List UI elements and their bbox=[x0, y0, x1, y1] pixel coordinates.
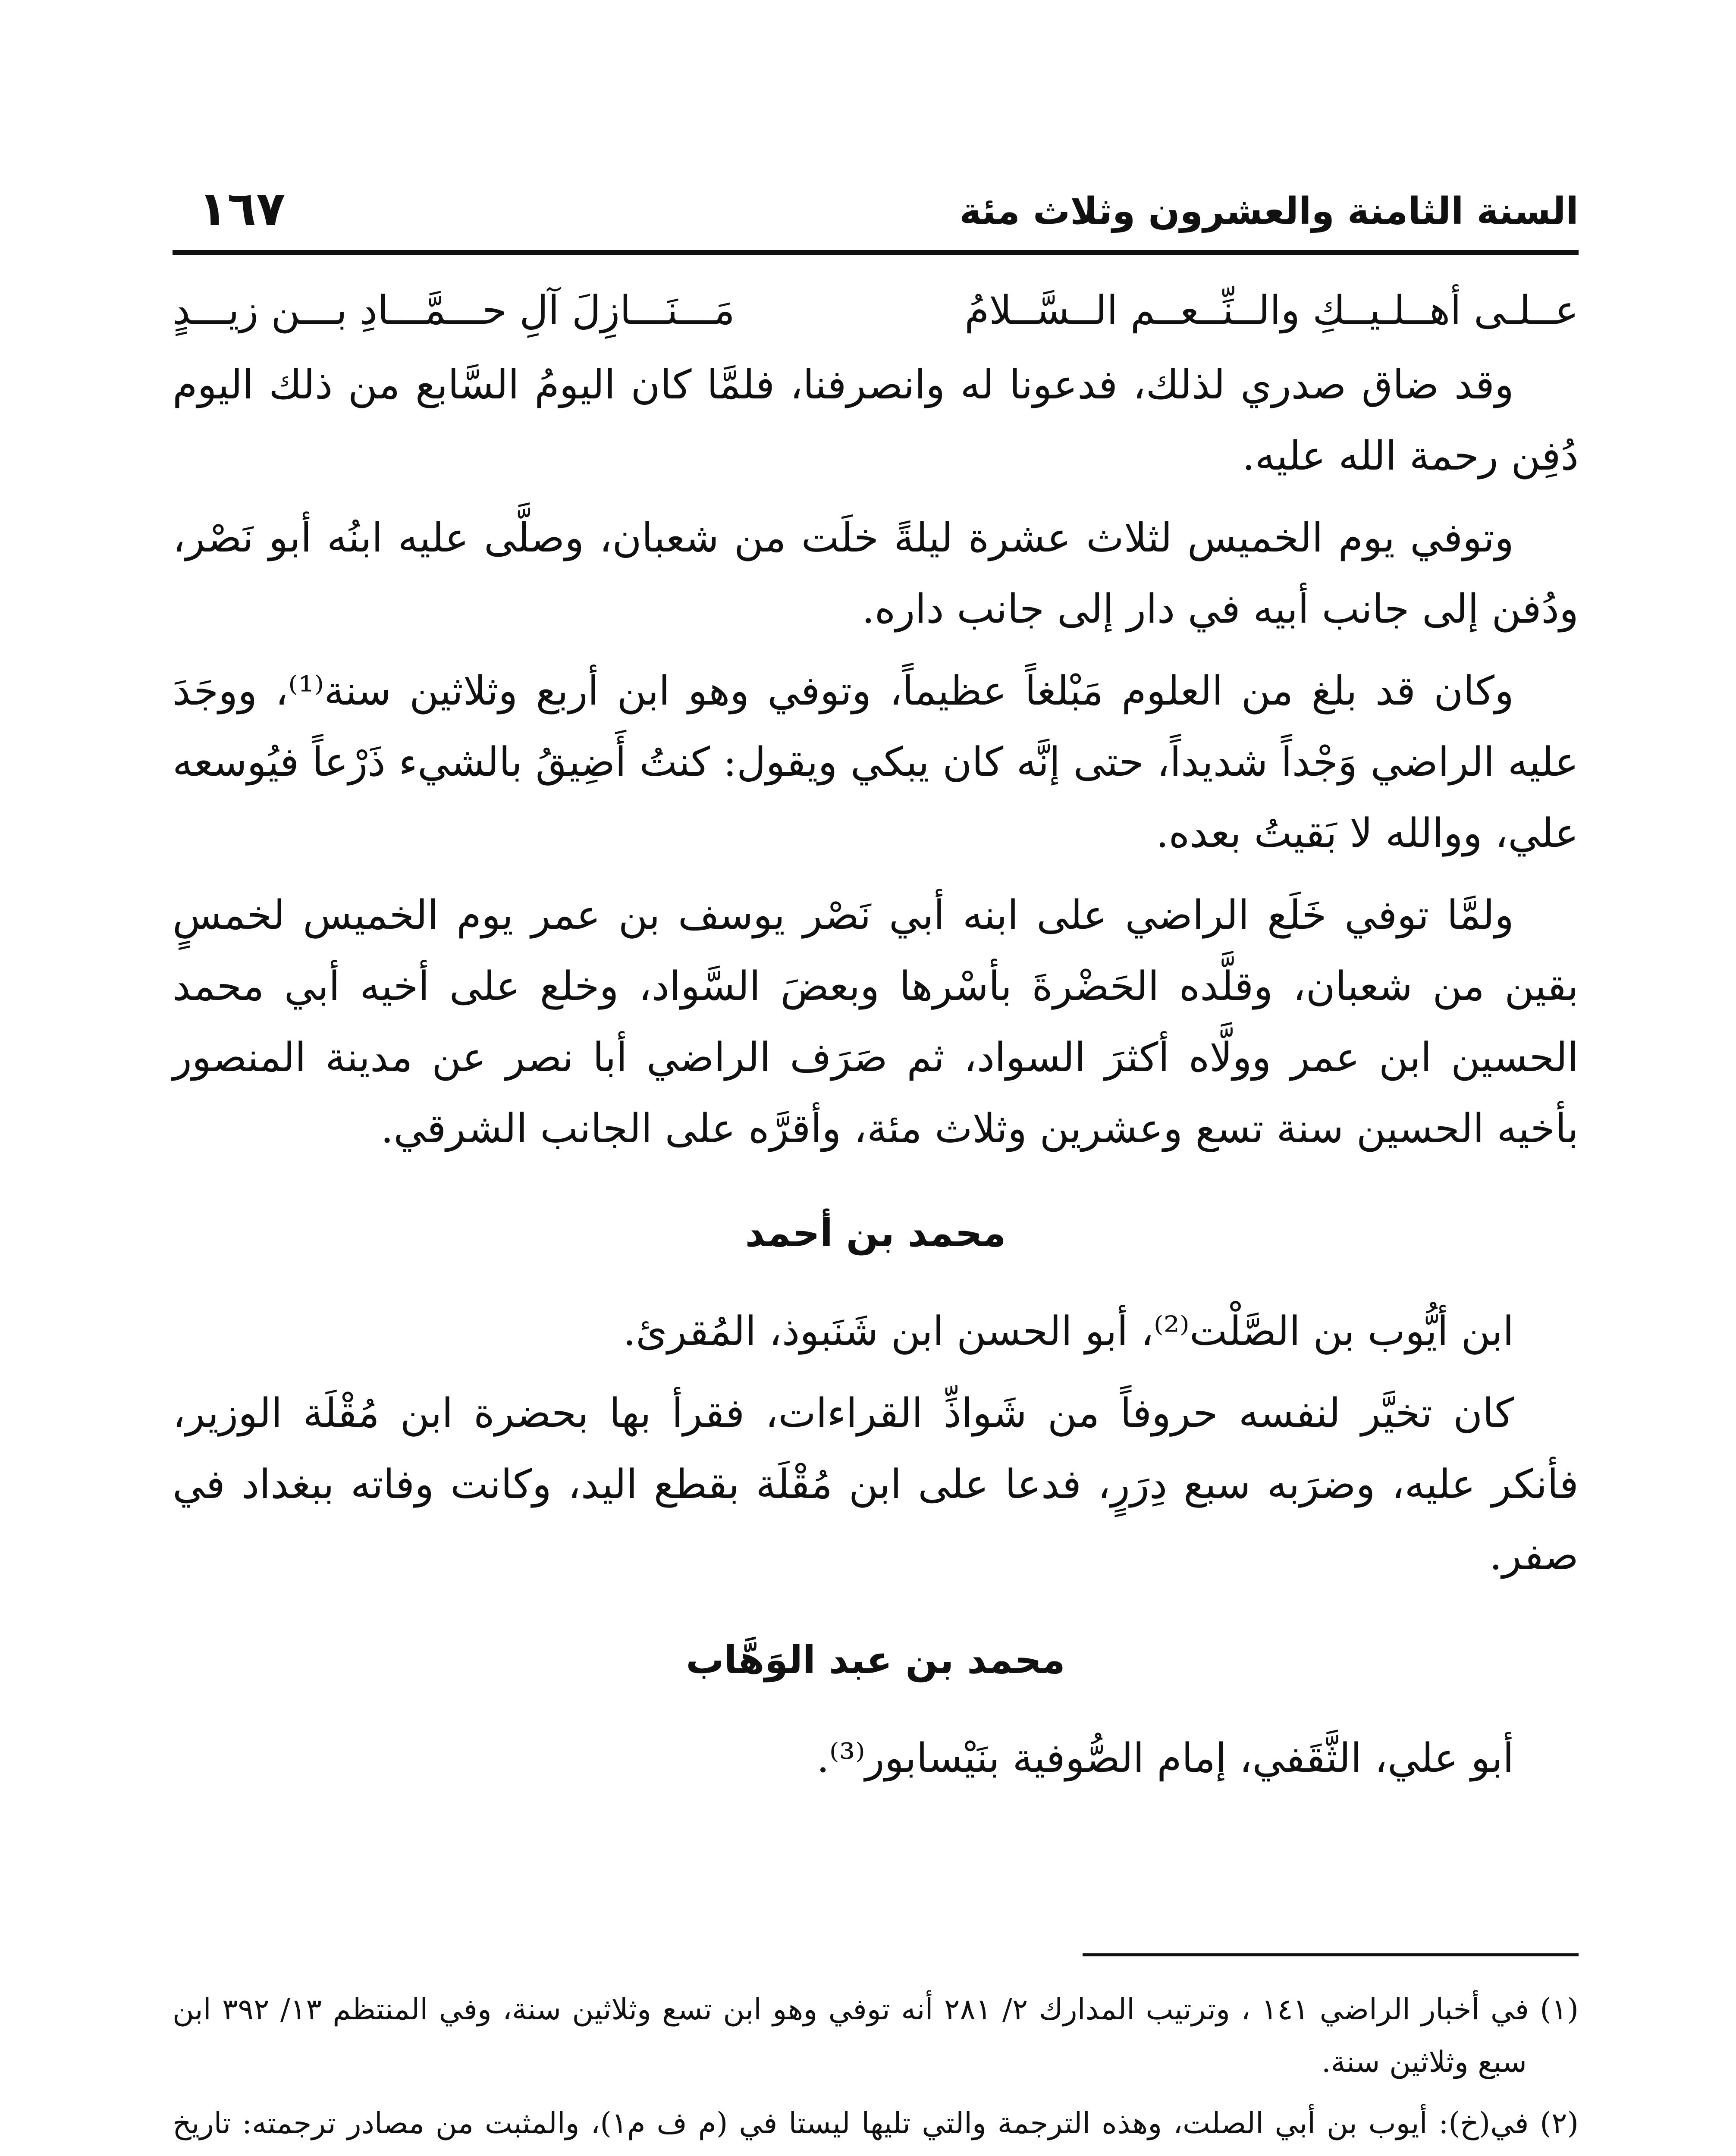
paragraph: ابن أيُّوب بن الصَّلْت⁽²⁾، أبو الحسن ابن شَنَبوذ، المُقرئ. bbox=[623, 1308, 1514, 1354]
page-number: ١٦٧ bbox=[198, 181, 286, 236]
paragraph: وكان قد بلغ من العلوم مَبْلغاً عظيماً، وتوفي وهو ابن أربع وثلاثين سنة⁽¹⁾، ووجَدَ عليه الراضي وَجْداً شديداً، حتى إنَّه كان يبكي ويقول: كنتُ أَضِيقُ بالشيء ذَرْعاً فيُوسعه علي، ووالله لا بَقيتُ بعده. bbox=[173, 667, 1579, 856]
paragraph: ولمَّا توفي خَلَع الراضي على ابنه أبي نَصْر يوسف بن عمر يوم الخميس لخمسٍ بقين من شعبان، وقلَّده الحَضْرةَ بأسْرها وبعضَ السَّواد، وخلع على أخيه أبي محمد الحسين ابن عمر وولَّاه أكثرَ السواد، ثم صَرَف الراضي أبا نصر عن مدينة المنصور بأخيه الحسين سنة تسع وعشرين وثلاث مئة، وأقرَّه على الجانب الشرقي. bbox=[173, 892, 1579, 1152]
paragraph: كان تخيَّر لنفسه حروفاً من شَواذِّ القراءات، فقرأ بها بحضرة ابن مُقْلَة الوزير، فأنكر عليه، وضرَبه سبع دِرَرٍ، فدعا على ابن مُقْلَة بقطع اليد، وكانت وفاته ببغداد في صفر. bbox=[173, 1390, 1579, 1579]
paragraph: وتوفي يوم الخميس لثلاث عشرة ليلةً خلَت من شعبان، وصلَّى عليه ابنُه أبو نَصْر، ودُفن إلى جانب أبيه في دار إلى جانب داره. bbox=[173, 514, 1579, 632]
section-heading: محمد بن أحمد bbox=[745, 1211, 1006, 1255]
verse-hemistich-right: عــلـى أهــلـيــكِ والــنِّــعــم الــسَّــلامُ bbox=[964, 287, 1579, 333]
main-text bbox=[173, 276, 1579, 1805]
section-heading: محمد بن عبد الوَهَّاب bbox=[686, 1638, 1065, 1682]
verse-hemistich-left: مَـــنَـــازِلَ آلِ حـــمَّـــادِ بـــن زيـــدٍ bbox=[173, 287, 735, 333]
footnote: (٢) في(خ): أيوب بن أبي الصلت، وهذه الترجمة والتي تليها ليستا في (م ف م١)، والمثبت من مصادر ترجمته: تاريخ bbox=[173, 2106, 1579, 2140]
poetry-verse bbox=[173, 276, 1579, 345]
paragraph: وقد ضاق صدري لذلك، فدعونا له وانصرفنا، فلمَّا كان اليومُ السَّابع من ذلك اليوم دُفِن رحمة الله عليه. bbox=[173, 361, 1579, 479]
paragraph: أبو علي، الثَّقَفي، إمام الصُّوفية بنَيْسابور⁽³⁾. bbox=[816, 1735, 1514, 1781]
footnotes bbox=[173, 1984, 1579, 2156]
book-page bbox=[173, 151, 1579, 2156]
running-header bbox=[173, 181, 1579, 255]
footnote: (١) في أخبار الراضي ١٤١ ، وترتيب المدارك ٢/ ٢٨١ أنه توفي وهو ابن تسع وثلاثين سنة، وفي المنتظم ١٣/ ٣٩٢ ابن سبع وثلاثين سنة. bbox=[173, 1993, 1579, 2079]
running-title: السنة الثامنة والعشرون وثلاث مئة bbox=[959, 190, 1579, 233]
footnote-divider bbox=[1083, 1953, 1579, 1956]
